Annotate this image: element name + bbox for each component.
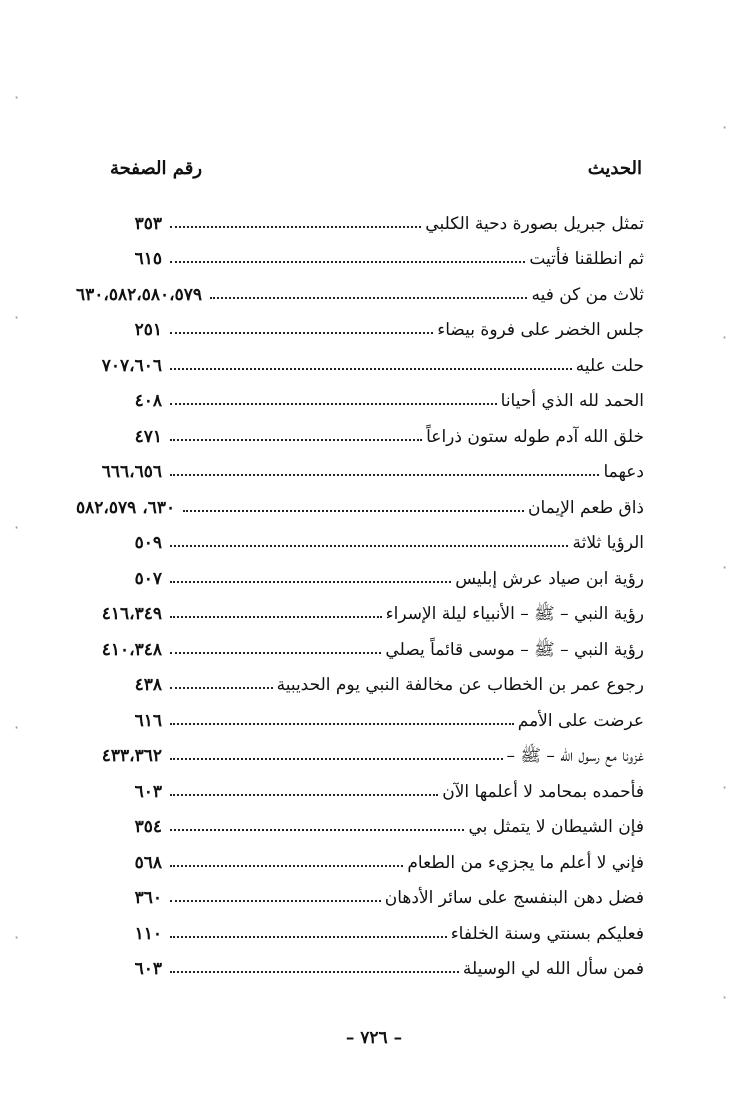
index-entry <box>76 910 644 946</box>
dot-leader <box>170 439 422 441</box>
crop-mark: · <box>14 718 20 737</box>
entry-pages: ٧٠٧،٦٠٦ <box>101 355 162 376</box>
crop-mark: · <box>722 118 728 137</box>
index-entry <box>76 307 644 343</box>
index-entry <box>76 484 644 520</box>
entry-pages: ٦١٦ <box>134 710 162 731</box>
dot-leader <box>170 971 459 973</box>
entry-pages: ٤٠٨ <box>134 391 162 411</box>
dot-leader <box>183 510 524 512</box>
entry-title: حلت عليه <box>575 355 644 376</box>
entry-title: غزونا مع رسول الله – ﷺ – <box>506 746 644 766</box>
entry-pages: ٦١٥ <box>134 249 162 269</box>
dot-leader <box>170 581 451 583</box>
entry-pages: ٦٦٦،٦٥٦ <box>101 462 162 482</box>
index-entry <box>76 626 644 662</box>
dot-leader <box>170 936 447 938</box>
index-entry <box>76 520 644 556</box>
hadith-column-heading: الحديث <box>587 158 642 179</box>
entry-pages: ٦٠٣ <box>134 959 162 979</box>
crop-mark: · <box>722 558 728 577</box>
entry-title: الرؤيا ثلاثة <box>572 533 644 553</box>
entry-pages: ٤٧١ <box>134 426 162 447</box>
dot-leader <box>170 794 438 796</box>
dot-leader <box>170 652 381 654</box>
dot-leader <box>170 723 514 725</box>
entry-pages: ٣٥٣ <box>134 213 162 234</box>
entry-title: رؤية ابن صياد عرش إبليس <box>455 568 644 589</box>
crop-mark: · <box>722 328 728 347</box>
index-entry <box>76 236 644 272</box>
entry-title: ثلاث من كن فيه <box>531 284 644 305</box>
entry-title: الحمد لله الذي أحيانا <box>500 391 644 411</box>
dot-leader <box>170 865 403 867</box>
entry-pages: ٤٣٨ <box>134 675 162 695</box>
index-entry <box>76 449 644 485</box>
entry-title: فإني لا أعلم ما يجزيء من الطعام <box>407 852 644 873</box>
dot-leader <box>170 403 497 405</box>
entry-pages: ٢٥١ <box>134 320 162 340</box>
dot-leader <box>170 368 572 370</box>
index-entry <box>76 733 644 769</box>
index-entry <box>76 839 644 875</box>
entry-pages: ٤٣٣،٣٦٢ <box>101 746 162 766</box>
dot-leader <box>170 829 464 831</box>
entry-title: فإن الشيطان لا يتمثل بي <box>468 817 644 837</box>
index-entry <box>76 342 644 378</box>
index-entry <box>76 697 644 733</box>
entry-pages: ٣٥٤ <box>134 817 162 837</box>
entry-title: عرضت على الأمم <box>517 710 644 731</box>
page-number: – ٧٢٦ – <box>345 1028 403 1048</box>
index-entry <box>76 271 644 307</box>
dot-leader <box>170 226 421 228</box>
entry-title: فأحمده بمحامد لا أعلمها الآن <box>442 781 644 802</box>
dot-leader <box>170 616 382 618</box>
entry-title: ثم انطلقنا فأتيت <box>529 249 644 269</box>
entry-title: رؤية النبي – ﷺ – موسى قائماً يصلي <box>385 639 644 660</box>
entry-title: جلس الخضر على فروة بيضاء <box>437 320 644 340</box>
index-entry <box>76 875 644 911</box>
entry-title: فضل دهن البنفسج على سائر الأدهان <box>384 888 644 908</box>
dot-leader <box>170 545 568 547</box>
index-entry <box>76 378 644 414</box>
index-entry <box>76 413 644 449</box>
index-entry <box>76 555 644 591</box>
index-entry <box>76 662 644 698</box>
dot-leader <box>210 297 527 299</box>
entry-pages: ١١٠ <box>134 923 162 944</box>
index-entry <box>76 591 644 627</box>
index-entries <box>76 200 644 981</box>
index-entry <box>76 768 644 804</box>
entry-pages: ٦٣٠، ٥٨٢،٥٧٩ <box>76 497 176 518</box>
entry-pages: ٣٦٠ <box>134 888 162 908</box>
crop-mark: · <box>14 518 20 537</box>
index-entry <box>76 804 644 840</box>
page-number-column-heading: رقم الصفحة <box>110 158 203 179</box>
entry-pages: ٤١٠،٣٤٨ <box>101 639 162 660</box>
entry-title: رجوع عمر بن الخطاب عن مخالفة النبي يوم الحديبية <box>276 675 644 695</box>
entry-pages: ٥٠٩ <box>134 533 162 553</box>
crop-mark: · <box>14 88 20 107</box>
dot-leader <box>170 332 433 334</box>
dot-leader <box>170 474 599 476</box>
index-header <box>110 158 642 186</box>
entry-pages: ٥٠٧ <box>134 568 162 589</box>
entry-title: فعليكم بسنتي وسنة الخلفاء <box>450 923 644 944</box>
entry-title: دعهما <box>603 462 644 482</box>
dot-leader <box>170 261 525 263</box>
crop-mark: · <box>722 778 728 797</box>
entry-title: خلق الله آدم طوله ستون ذراعاً <box>426 426 644 447</box>
entry-pages: ٦٠٣ <box>134 781 162 802</box>
entry-pages: ٤١٦،٣٤٩ <box>101 604 162 624</box>
entry-pages: ٥٦٨ <box>134 852 162 873</box>
index-entry <box>76 200 644 236</box>
crop-mark: · <box>14 928 20 947</box>
dot-leader <box>170 687 273 689</box>
dot-leader <box>170 758 503 760</box>
entry-title: ذاق طعم الإيمان <box>528 497 644 518</box>
dot-leader <box>170 900 381 902</box>
entry-title: فمن سأل الله لي الوسيلة <box>462 959 644 979</box>
crop-mark: · <box>14 308 20 327</box>
entry-pages: ٦٣٠،٥٨٢،٥٨٠،٥٧٩ <box>76 284 203 305</box>
entry-title: تمثل جبريل بصورة دحية الكلبي <box>425 213 644 234</box>
entry-title: رؤية النبي – ﷺ – الأنبياء ليلة الإسراء <box>385 604 644 624</box>
crop-mark: · <box>722 988 728 1007</box>
index-entry <box>76 946 644 982</box>
